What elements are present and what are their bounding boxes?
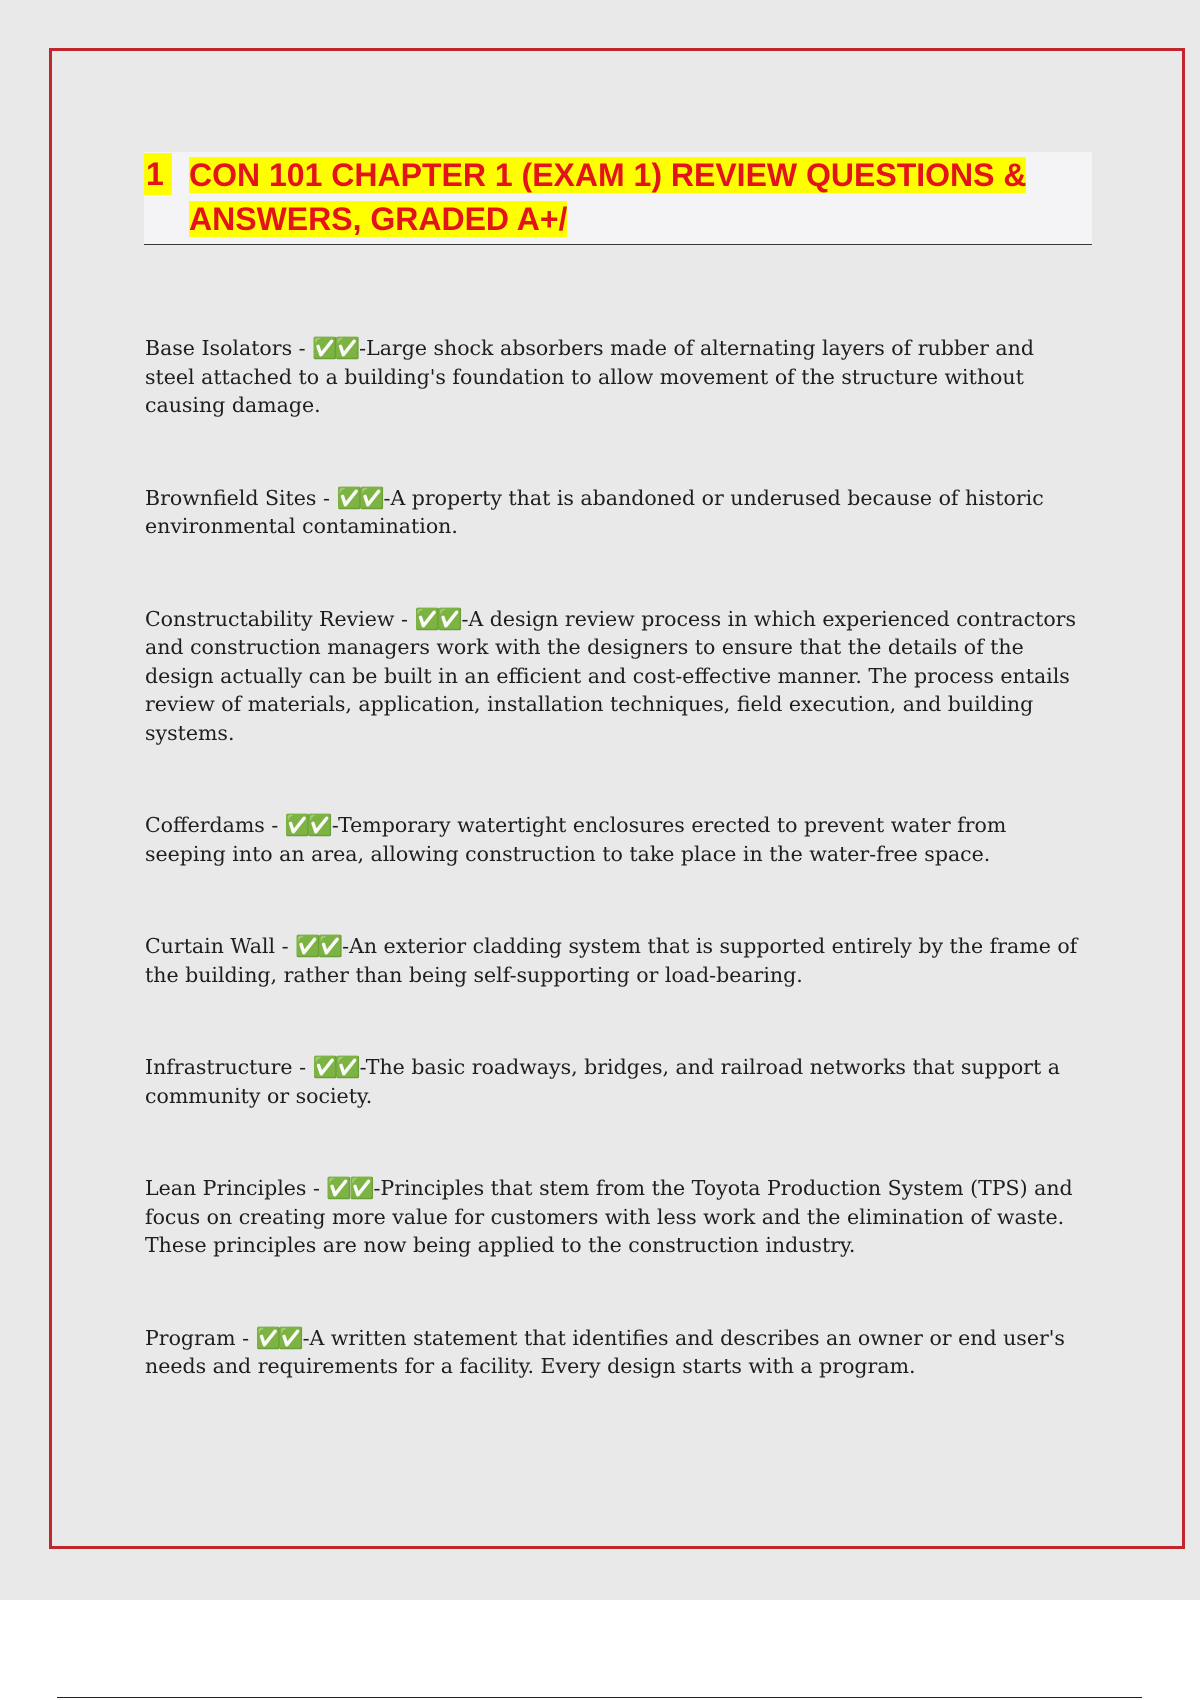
entry-term: Cofferdams bbox=[145, 813, 265, 837]
entry-separator: - bbox=[298, 336, 306, 360]
entry-definition: -An exterior cladding system that is supported entirely by the frame of the building, rather than being self-supporting or load-bearing. bbox=[145, 934, 1078, 987]
document-heading bbox=[144, 152, 1092, 245]
check-marks-icon: ✅✅ bbox=[312, 1055, 358, 1079]
entry-definition: -A design review process in which experienced contractors and construction managers work with the designers to ensure that the details of the design actually can be built in an efficient and cost-effective manner. The process entails review of materials, application, installation techniques, field execution, and building systems. bbox=[145, 606, 1076, 745]
entry-separator: - bbox=[322, 485, 330, 510]
entry-definition: -The basic roadways, bridges, and railroad networks that support a community or society. bbox=[145, 1055, 1060, 1108]
entry-separator: - bbox=[400, 606, 408, 631]
entry-separator: - bbox=[312, 1176, 320, 1200]
entry-definition: -Large shock absorbers made of alternating layers of rubber and steel attached to a building's foundation to allow movement of the structure without causing damage. bbox=[145, 336, 1034, 417]
review-entry bbox=[145, 1053, 1085, 1110]
entry-term: Program bbox=[145, 1325, 236, 1350]
check-marks-icon: ✅✅ bbox=[414, 606, 460, 631]
entry-definition: -A property that is abandoned or underused because of historic environmental contamination. bbox=[145, 485, 1044, 538]
check-marks-icon: ✅✅ bbox=[284, 813, 330, 837]
review-entry bbox=[145, 811, 1085, 868]
review-entry bbox=[145, 932, 1085, 989]
entry-separator: - bbox=[281, 934, 289, 958]
check-marks-icon: ✅✅ bbox=[326, 1176, 372, 1200]
entry-definition: -Principles that stem from the Toyota Production System (TPS) and focus on creating more value for customers with less work and the elimination of waste. These principles are now being applied to the construction industry. bbox=[145, 1176, 1073, 1257]
entry-term: Brownfield Sites bbox=[145, 485, 317, 510]
footer-divider bbox=[57, 1697, 1142, 1698]
entry-term: Lean Principles bbox=[145, 1176, 307, 1200]
entry-term: Constructability Review bbox=[145, 606, 395, 631]
review-entry bbox=[145, 1174, 1085, 1260]
review-entry bbox=[145, 334, 1085, 420]
entry-definition: -Temporary watertight enclosures erected to prevent water from seeping into an area, allowing construction to take place in the water-free space. bbox=[145, 813, 1007, 866]
heading-title bbox=[189, 153, 1069, 241]
entry-term: Base Isolators bbox=[145, 336, 293, 360]
check-marks-icon: ✅✅ bbox=[312, 336, 358, 360]
entry-definition: -A written statement that identifies and describes an owner or end user's needs and requirements for a facility. Every design starts with a program. bbox=[145, 1325, 1065, 1378]
review-entry bbox=[145, 484, 1085, 541]
check-marks-icon: ✅✅ bbox=[336, 485, 382, 510]
entry-term: Infrastructure bbox=[145, 1055, 293, 1079]
heading-number: 1 bbox=[144, 153, 172, 195]
review-entry bbox=[145, 605, 1085, 748]
entry-term: Curtain Wall bbox=[145, 934, 276, 958]
check-marks-icon: ✅✅ bbox=[255, 1325, 301, 1350]
entry-separator: - bbox=[242, 1325, 249, 1350]
review-entries bbox=[145, 334, 1085, 1445]
review-entry bbox=[145, 1324, 1085, 1381]
entry-separator: - bbox=[299, 1055, 306, 1079]
entry-separator: - bbox=[271, 813, 279, 837]
check-marks-icon: ✅✅ bbox=[295, 934, 341, 958]
heading-title-text: CON 101 CHAPTER 1 (EXAM 1) REVIEW QUESTIONS & ANSWERS, GRADED A+/ bbox=[189, 157, 1027, 237]
